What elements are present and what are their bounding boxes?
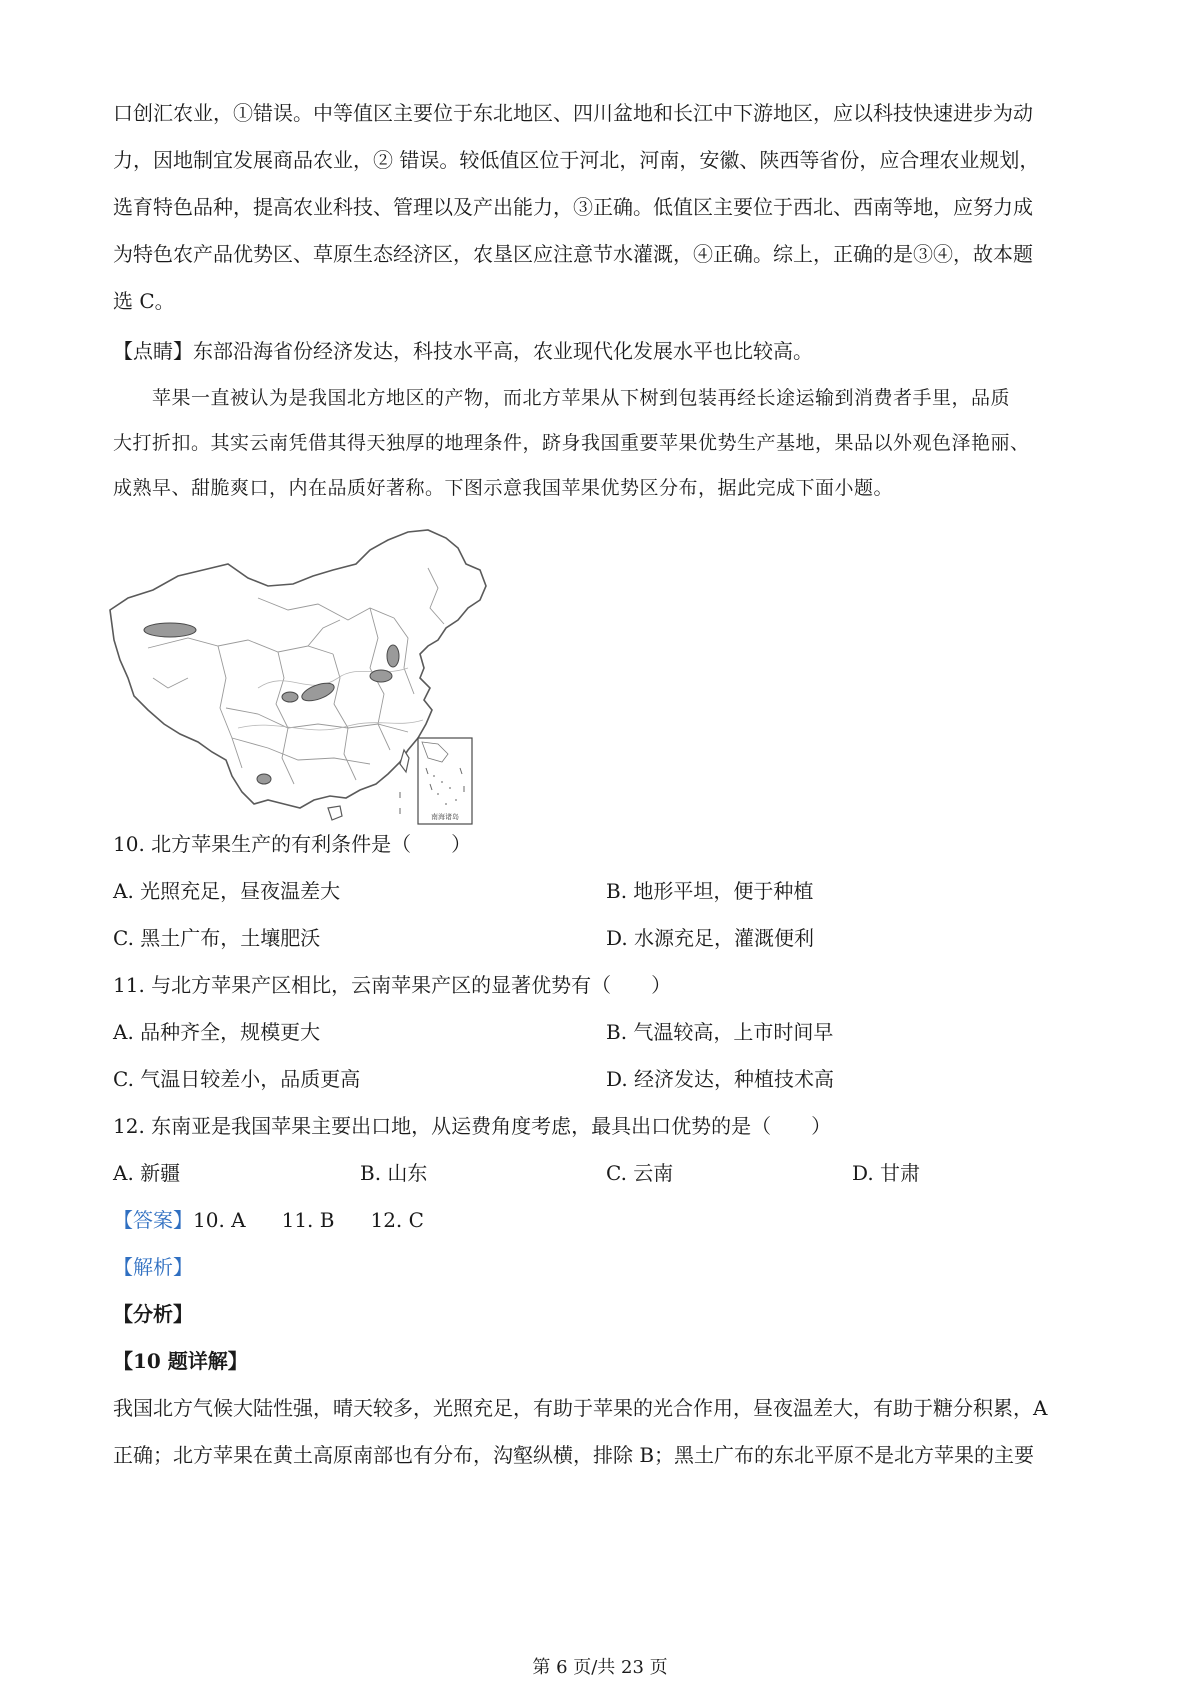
page-footer: 第 6 页/共 23 页	[532, 1657, 668, 1678]
option-b[interactable]: B. 气温较高，上市时间早	[606, 1020, 834, 1044]
answer-item: 11. B	[281, 1208, 335, 1232]
answer-label: 【答案】	[113, 1208, 193, 1232]
question-stem: 10. 北方苹果生产的有利条件是（ ）	[113, 832, 472, 856]
option-c[interactable]: C. 云南	[606, 1161, 674, 1185]
option-a[interactable]: A. 光照充足，昼夜温差大	[113, 879, 341, 903]
region-loess-west	[282, 692, 298, 702]
text-line: 为特色农产品优势区、草原生态经济区，农垦区应注意节水灌溉，④正确。综上，正确的是③④，故本题	[113, 242, 1033, 266]
intro-line: 苹果一直被认为是我国北方地区的产物，而北方苹果从下树到包装再经长途运输到消费者手里，品质	[113, 387, 1011, 409]
option-b[interactable]: B. 山东	[360, 1161, 428, 1185]
tip-line	[113, 336, 1093, 366]
china-map-icon	[108, 528, 523, 858]
question-stem: 11. 与北方苹果产区相比，云南苹果产区的显著优势有（ ）	[113, 973, 672, 997]
option-a[interactable]: A. 品种齐全，规模更大	[113, 1020, 321, 1044]
region-shandong	[370, 670, 392, 682]
answer-line	[113, 1205, 1093, 1235]
option-c[interactable]: C. 气温日较差小，品质更高	[113, 1067, 361, 1091]
detail-line: 正确；北方苹果在黄土高原南部也有分布，沟壑纵横，排除 B；黑土广布的东北平原不是北方苹果的主要	[113, 1443, 1035, 1467]
answer-item: 10. A	[193, 1208, 246, 1232]
region-bohai	[387, 645, 399, 667]
text-line: 力，因地制宜发展商品农业，② 错误。较低值区位于河北，河南，安徽、陕西等省份，应合理农业规划，	[113, 148, 1040, 172]
text-line: 口创汇农业，①错误。中等值区主要位于东北地区、四川盆地和长江中下游地区，应以科技快速进步为动	[113, 101, 1033, 125]
detail-label: 【10 题详解】	[113, 1349, 248, 1373]
question-stem: 12. 东南亚是我国苹果主要出口地，从运费角度考虑，最具出口优势的是（ ）	[113, 1114, 832, 1138]
option-d[interactable]: D. 甘肃	[852, 1161, 921, 1185]
option-b[interactable]: B. 地形平坦，便于种植	[606, 879, 814, 903]
text-line: 选育特色品种，提高农业科技、管理以及产出能力，③正确。低值区主要位于西北、西南等地，应努力成	[113, 195, 1033, 219]
region-yunnan	[257, 774, 271, 784]
fenxi-label: 【分析】	[113, 1302, 193, 1326]
tip-text: 东部沿海省份经济发达，科技水平高，农业现代化发展水平也比较高。	[193, 339, 813, 363]
analysis-label: 【解析】	[113, 1255, 193, 1279]
option-a[interactable]: A. 新疆	[113, 1161, 181, 1185]
option-d[interactable]: D. 经济发达，种植技术高	[606, 1067, 835, 1091]
inset-label: 南海诸岛	[431, 813, 459, 821]
detail-line: 我国北方气候大陆性强，晴天较多，光照充足，有助于苹果的光合作用，昼夜温差大，有助于糖分积累，A	[113, 1396, 1048, 1420]
option-d[interactable]: D. 水源充足，灌溉便利	[606, 926, 815, 950]
tip-label: 【点睛】	[113, 339, 193, 363]
option-c[interactable]: C. 黑土广布，土壤肥沃	[113, 926, 321, 950]
region-xinjiang	[144, 623, 196, 637]
hainan-island	[328, 806, 342, 820]
text-line: 选 C。	[113, 289, 175, 313]
answer-item: 12. C	[370, 1208, 424, 1232]
intro-line: 大打折扣。其实云南凭借其得天独厚的地理条件，跻身我国重要苹果优势生产基地，果品以外观色泽艳丽、	[113, 432, 1030, 454]
intro-line: 成熟早、甜脆爽口，内在品质好著称。下图示意我国苹果优势区分布，据此完成下面小题。	[113, 477, 894, 499]
